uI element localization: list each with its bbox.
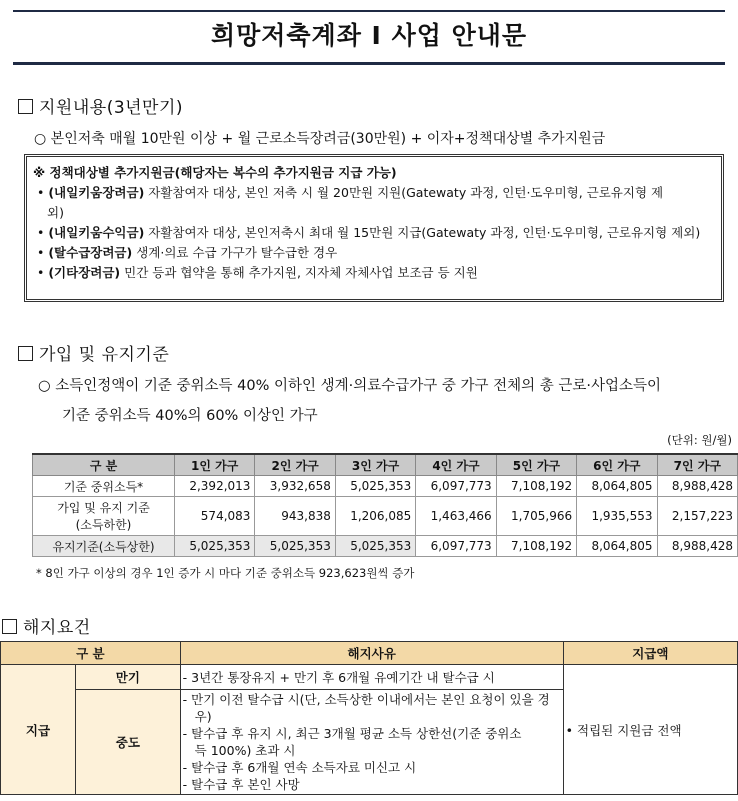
table-row: 중도 - 만기 이전 탈수급 시(단, 소득상한 이내에서는 본인 요청이 있을 경 우) - 탈수급 후 유지 시, 최근 3개월 평균 소득 상한선(기준 중위소 득 100%) 초과 시 - 탈수급 후 6개월 연속 소득자료 미신고 시 - 탈수급 후 본인 사망 — [1, 690, 738, 795]
checkbox-icon — [18, 99, 33, 114]
additional-support-box — [24, 154, 724, 302]
section-heading-termination: 해지요건 — [2, 613, 91, 638]
income-table — [32, 453, 738, 557]
eligibility-line-2: 기준 중위소득 40%의 60% 이상인 가구 — [62, 408, 318, 424]
support-summary: ○ 본인저축 매월 10만원 이상 + 월 근로소득장려금(30만원) + 이자+정책대상별 추가지원금 — [34, 131, 606, 147]
page-title: 희망저축계좌 Ⅰ 사업 안내문 — [210, 21, 528, 50]
list-item: • (기타장려금) 민간 등과 협약을 통해 추가지원, 지자체 자체사업 보조금 등 지원 — [33, 265, 478, 280]
table-header-row: 구 분 해지사유 지급액 — [1, 642, 738, 665]
table-row: 유지기준(소득상한) 5,025,353 5,025,353 5,025,353 6,097,773 7,108,192 8,064,805 8,988,428 — [33, 536, 738, 557]
payment-amount: • 적립된 지원금 전액 — [563, 665, 737, 795]
table-row: 기준 중위소득* 2,392,013 3,932,658 5,025,353 6,097,773 7,108,192 8,064,805 8,988,428 — [33, 476, 738, 497]
eligibility-line-1: ○ 소득인정액이 기준 중위소득 40% 이하인 생계·의료수급가구 중 가구 전체의 총 근로·사업소득이 — [38, 378, 662, 394]
box-header: ※ 정책대상별 추가지원금(해당자는 복수의 추가지원금 지급 가능) — [33, 165, 397, 180]
table-row: 지급 만기 - 3년간 통장유지 + 만기 후 6개월 유예기간 내 탈수급 시 • 적립된 지원금 전액 — [1, 665, 738, 690]
section-heading-support: 지원내용(3년만기) — [18, 93, 183, 118]
list-item: • (내일키움수익금) 자활참여자 대상, 본인저축시 최대 월 15만원 지급(Gatewaty 과정, 인턴·도우미형, 근로유지형 제외) — [33, 225, 701, 240]
title-underline — [13, 62, 725, 65]
list-item-continuation: 외) — [47, 205, 64, 220]
checkbox-icon — [18, 346, 33, 361]
checkbox-icon — [2, 619, 17, 634]
section-heading-eligibility: 가입 및 유지기준 — [18, 340, 169, 365]
list-item: • (내일키움장려금) 자활참여자 대상, 본인 저축 시 월 20만원 지원(Gatewaty 과정, 인턴·도우미형, 근로유지형 제 — [33, 185, 664, 200]
table-footnote: * 8인 가구 이상의 경우 1인 증가 시 마다 기준 중위소득 923,623원씩 증가 — [36, 566, 415, 580]
list-item: • (탈수급장려금) 생계·의료 수급 가구가 탈수급한 경우 — [33, 245, 338, 260]
table-header-row: 구 분 1인 가구 2인 가구 3인 가구 4인 가구 5인 가구 6인 가구 7인 가구 — [33, 454, 738, 476]
termination-table — [0, 641, 738, 795]
top-rule — [13, 10, 725, 12]
table-row: 가입 및 유지 기준 (소득하한) 574,083 943,838 1,206,085 1,463,466 1,705,966 1,935,553 2,157,223 — [33, 497, 738, 536]
unit-label: (단위: 원/월) — [667, 433, 732, 447]
